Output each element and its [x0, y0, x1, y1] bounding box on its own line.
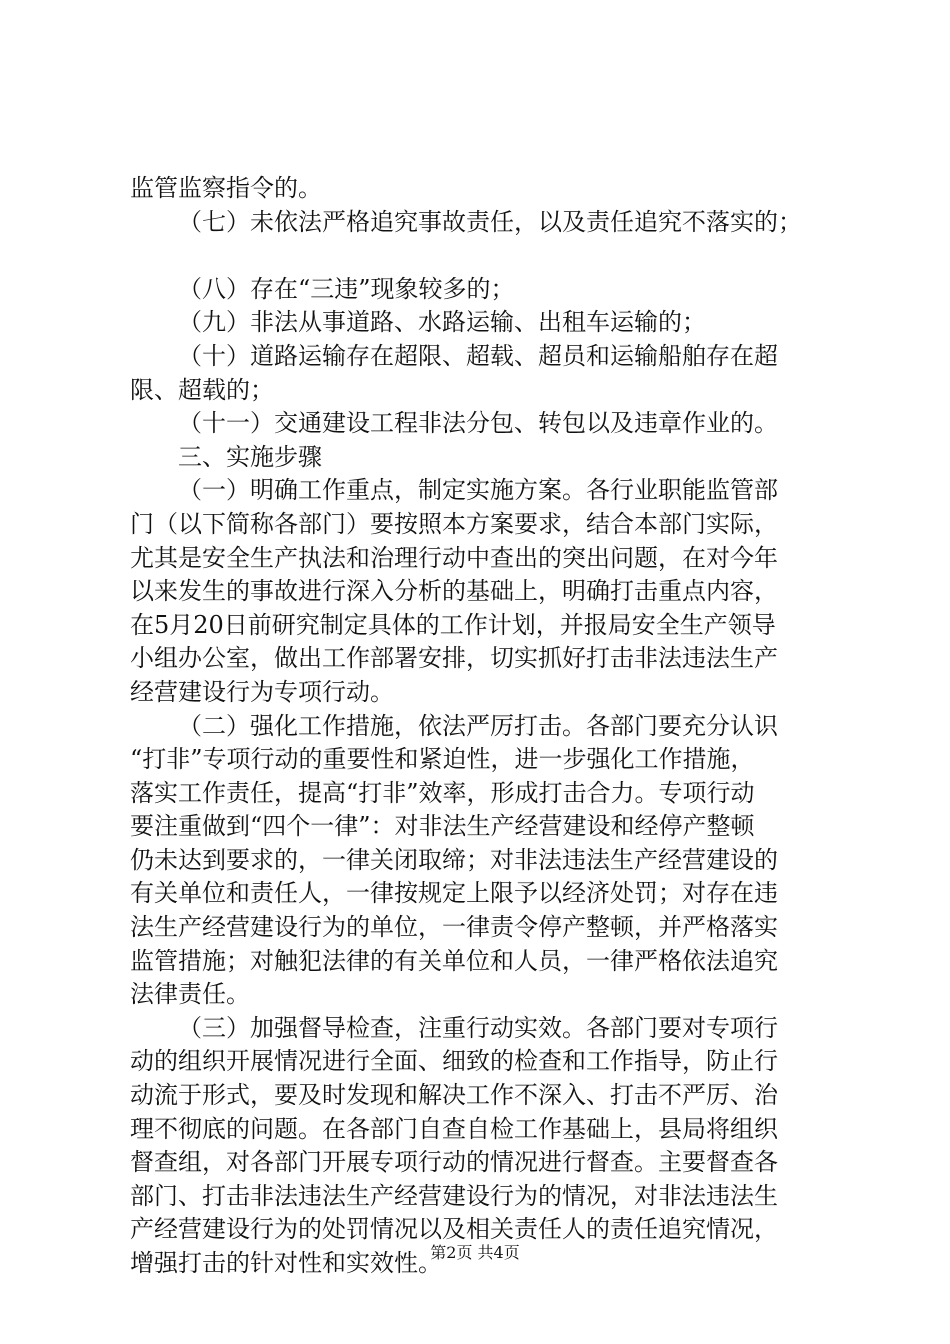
body-line: 动的组织开展情况进行全面、细致的检查和工作指导，防止行 — [130, 1047, 778, 1076]
body-line: （十一）交通建设工程非法分包、转包以及违章作业的。 — [178, 409, 778, 438]
body-line: 尤其是安全生产执法和治理行动中查出的突出问题，在对今年 — [130, 543, 778, 572]
body-line: “打非”专项行动的重要性和紧迫性，进一步强化工作措施， — [130, 745, 755, 774]
body-line: 有关单位和责任人，一律按规定上限予以经济处罚；对存在违 — [130, 879, 778, 908]
body-line: （七）未依法严格追究事故责任，以及责任追究不落实的； — [178, 207, 802, 236]
body-line: 督查组，对各部门开展专项行动的情况进行督查。主要督查各 — [130, 1148, 778, 1177]
body-line: 经营建设行为专项行动。 — [130, 677, 394, 706]
body-line: 以来发生的事故进行深入分析的基础上，明确打击重点内容， — [130, 577, 778, 606]
body-line: 限、超载的； — [130, 375, 274, 404]
body-line: 增强打击的针对性和实效性。 — [130, 1249, 442, 1277]
body-line: （二）强化工作措施，依法严厉打击。各部门要充分认识 — [178, 711, 778, 740]
body-line: （九）非法从事道路、水路运输、出租车运输的； — [178, 308, 706, 337]
body-line: 部门、打击非法违法生产经营建设行为的情况，对非法违法生 — [130, 1181, 778, 1210]
body-line: 仍未达到要求的，一律关闭取缔；对非法违法生产经营建设的 — [130, 845, 778, 874]
document-body — [130, 172, 842, 1281]
body-line: 产经营建设行为的处罚情况以及相关责任人的责任追究情况， — [130, 1215, 778, 1244]
blank-line — [130, 239, 842, 273]
body-line: 门（以下简称各部门）要按照本方案要求，结合本部门实际， — [130, 509, 778, 538]
body-line: 动流于形式，要及时发现和解决工作不深入、打击不严厉、治 — [130, 1081, 778, 1110]
body-line: （十）道路运输存在超限、超载、超员和运输船舶存在超 — [178, 341, 778, 370]
body-line: 法生产经营建设行为的单位，一律责令停产整顿，并严格落实 — [130, 913, 778, 942]
body-line: （一）明确工作重点，制定实施方案。各行业职能监管部 — [178, 476, 778, 505]
body-line: 落实工作责任，提高“打非”效率，形成打击合力。专项行动 — [130, 778, 755, 807]
body-line: （三）加强督导检查，注重行动实效。各部门要对专项行 — [178, 1013, 778, 1042]
body-line: 法律责任。 — [130, 980, 250, 1009]
page-footer — [0, 1243, 950, 1263]
body-line: 理不彻底的问题。在各部门自查自检工作基础上，县局将组织 — [130, 1114, 778, 1143]
body-line: 要注重做到“四个一律”：对非法生产经营建设和经停产整顿 — [130, 812, 755, 841]
body-line: 监管监察指令的。 — [130, 174, 322, 202]
page-number-label: 第2页 共4页 — [430, 1243, 520, 1262]
body-line: （八）存在“三违”现象较多的； — [178, 274, 515, 303]
body-line: 小组办公室，做出工作部署安排，切实抓好打击非法违法生产 — [130, 644, 778, 673]
body-line: 监管措施；对触犯法律的有关单位和人员，一律严格依法追究 — [130, 946, 778, 975]
section-heading: 三、实施步骤 — [178, 442, 322, 471]
body-line: 在5月20日前研究制定具体的工作计划，并报局安全生产领导 — [130, 610, 776, 639]
